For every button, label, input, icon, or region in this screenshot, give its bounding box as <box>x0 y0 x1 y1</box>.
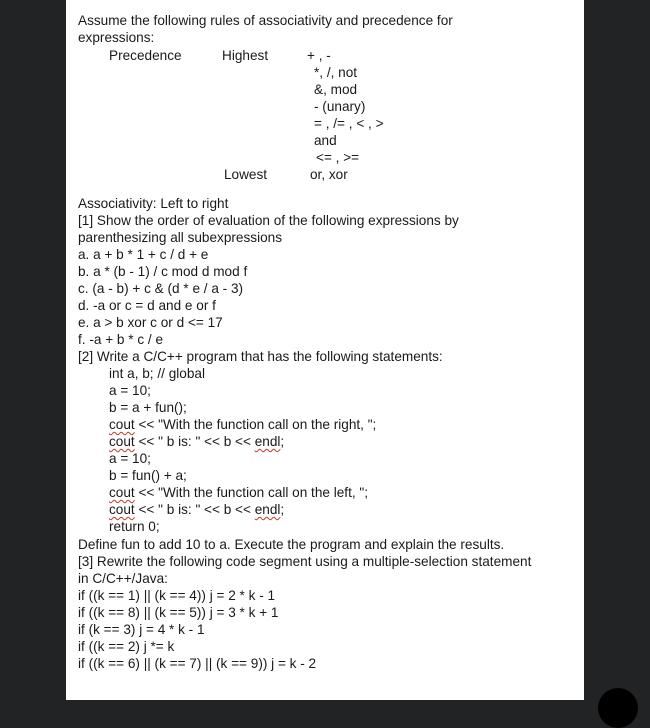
precedence-level: + , - <box>307 48 331 63</box>
q3-title-line-1: [3] Rewrite the following code segment using a multiple-selection statement <box>78 554 532 569</box>
q3-title-line-2: in C/C++/Java: <box>78 571 168 586</box>
code-line: b = a + fun(); <box>109 400 187 415</box>
endl-keyword: endl <box>254 502 281 517</box>
precedence-level: and <box>314 133 337 148</box>
corner-overlay-circle <box>598 688 638 728</box>
q1-item-b: b. a * (b - 1) / c mod d mod f <box>78 264 248 279</box>
code-text: << " b is: " << b << <box>134 502 255 517</box>
code-line <box>109 485 368 502</box>
precedence-level: or, xor <box>310 167 348 182</box>
highest-label: Highest <box>222 48 269 63</box>
intro-line-2: expressions: <box>78 30 155 45</box>
lowest-label: Lowest <box>224 167 268 182</box>
cout-keyword: cout <box>109 502 135 517</box>
q1-item-e: e. a > b xor c or d <= 17 <box>78 315 223 330</box>
q2-footer: Define fun to add 10 to a. Execute the program and explain the results. <box>78 537 505 552</box>
q1-item-a: a. a + b * 1 + c / d + e <box>78 247 209 262</box>
precedence-level: *, /, not <box>314 65 358 80</box>
code-line: b = fun() + a; <box>109 468 187 483</box>
q3-code-line: if ((k == 1) || (k == 4)) j = 2 * k - 1 <box>78 588 276 603</box>
code-line: a = 10; <box>109 451 151 466</box>
precedence-header: Precedence <box>109 48 182 63</box>
code-line: return 0; <box>109 519 160 534</box>
q1-title-line-1: [1] Show the order of evaluation of the following expressions by <box>78 213 459 228</box>
q3-code-line: if ((k == 8) || (k == 5)) j = 3 * k + 1 <box>78 605 279 620</box>
code-text: << " b is: " << b << <box>134 434 255 449</box>
code-line <box>109 417 376 434</box>
intro-line-1: Assume the following rules of associativity and precedence for <box>78 13 453 28</box>
cout-keyword: cout <box>109 417 135 432</box>
code-line: int a, b; // global <box>109 366 205 381</box>
cout-keyword: cout <box>109 485 135 500</box>
document-page <box>66 0 584 700</box>
q3-code-line: if ((k == 6) || (k == 7) || (k == 9)) j = k - 2 <box>78 656 317 671</box>
q2-title: [2] Write a C/C++ program that has the following statements: <box>78 349 443 364</box>
q3-code-line: if (k == 3) j = 4 * k - 1 <box>78 622 205 637</box>
q1-title-line-2: parenthesizing all subexpressions <box>78 230 283 245</box>
q1-item-d: d. -a or c = d and e or f <box>78 298 216 313</box>
code-line <box>109 434 284 451</box>
precedence-level: = , /= , < , > <box>314 116 384 131</box>
precedence-level: - (unary) <box>314 99 366 114</box>
code-text: ; <box>280 502 285 517</box>
code-line: a = 10; <box>109 383 151 398</box>
q3-code-line: if ((k == 2) j *= k <box>78 639 175 654</box>
q1-item-f: f. -a + b * c / e <box>78 332 164 347</box>
precedence-level: <= , >= <box>316 150 360 165</box>
precedence-level: &, mod <box>314 82 358 97</box>
code-text: << "With the function call on the left, "; <box>134 485 369 500</box>
associativity-text: Associativity: Left to right <box>78 196 229 211</box>
cout-keyword: cout <box>109 434 135 449</box>
q1-item-c: c. (a - b) + c & (d * e / a - 3) <box>78 281 244 296</box>
code-line <box>109 502 284 519</box>
code-text: ; <box>280 434 285 449</box>
code-text: << "With the function call on the right, "; <box>134 417 377 432</box>
endl-keyword: endl <box>254 434 281 449</box>
